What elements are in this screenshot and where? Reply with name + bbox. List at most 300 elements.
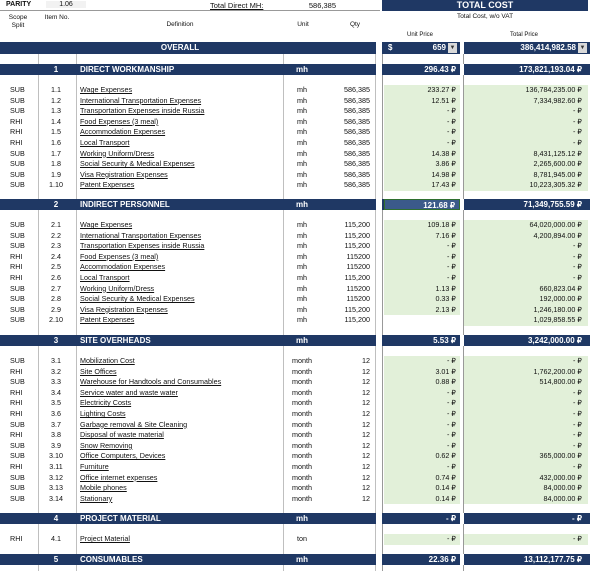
table-row (0, 388, 590, 399)
unit-price[interactable]: - ₽ (384, 441, 460, 452)
total-price[interactable]: - ₽ (464, 398, 588, 409)
table-row (0, 409, 590, 420)
table-row (0, 473, 590, 484)
item-number: 3.2 (51, 366, 61, 376)
table-row (0, 85, 590, 96)
unit-price[interactable]: - ₽ (384, 252, 460, 263)
unit-price[interactable]: 109.18 ₽ (384, 220, 460, 231)
item-number: 3.3 (51, 377, 61, 387)
unit: month (292, 440, 312, 450)
section-header-3 (0, 335, 590, 346)
table-row (0, 377, 590, 388)
quantity[interactable]: 12 (362, 440, 370, 450)
unit: month (292, 430, 312, 440)
unit-price[interactable]: - ₽ (384, 138, 460, 149)
section-unit-price[interactable]: - ₽ (446, 514, 456, 523)
unit-price[interactable]: 3.01 ₽ (384, 367, 460, 378)
unit: mh (297, 273, 307, 282)
section-total-price[interactable]: 3,242,000.00 ₽ (527, 336, 582, 345)
definition: Project Material (80, 534, 130, 543)
scope-split: RHI (10, 273, 23, 282)
section-unit: mh (296, 514, 308, 523)
total-price[interactable]: 514,800.00 ₽ (464, 377, 588, 388)
section-number: 5 (53, 555, 59, 564)
unit-price[interactable]: - ₽ (384, 409, 460, 420)
unit: month (292, 472, 312, 482)
unit-price[interactable]: - ₽ (384, 534, 460, 545)
unit: month (292, 409, 312, 418)
section-header-5 (0, 554, 590, 565)
item-number: 3.5 (51, 398, 61, 408)
total-price[interactable]: - ₽ (464, 127, 588, 138)
definition: Site Offices (80, 366, 117, 376)
quantity[interactable]: 12 (362, 366, 370, 376)
table-row (0, 149, 590, 160)
quantity[interactable]: 586,385 (344, 116, 370, 126)
scope-split: SUB (10, 283, 25, 293)
total-price[interactable]: 136,784,235.00 ₽ (464, 85, 588, 96)
item-number: 3.9 (51, 440, 61, 450)
scope-split: RHI (10, 398, 23, 408)
definition: Mobilization Cost (80, 356, 135, 365)
section-unit-price[interactable]: 5.53 ₽ (433, 336, 456, 345)
total-price[interactable]: 84,000.00 ₽ (464, 494, 588, 505)
item-number: 1.1 (51, 85, 61, 94)
overall-row (0, 42, 590, 54)
item-number: 2.4 (51, 251, 61, 261)
unit: mh (297, 294, 307, 304)
section-unit-price[interactable]: 296.43 ₽ (424, 65, 456, 74)
unit: month (292, 483, 312, 493)
definition: Visa Registration Expenses (80, 169, 168, 179)
quantity[interactable]: 586,385 (344, 148, 370, 158)
quantity[interactable]: 586,385 (344, 138, 370, 147)
scope-split: RHI (10, 366, 23, 376)
table-row (0, 241, 590, 252)
definition: International Transportation Expenses (80, 230, 202, 240)
scope-split: SUB (10, 440, 25, 450)
definition: Garbage removal & Site Cleaning (80, 419, 188, 429)
total-price[interactable]: 64,020,000.00 ₽ (464, 220, 588, 231)
item-number: 3.4 (51, 387, 61, 397)
total-price[interactable]: 84,000.00 ₽ (464, 483, 588, 494)
definition: International Transportation Expenses (80, 95, 202, 105)
scope-split: RHI (10, 116, 23, 126)
section-total-price[interactable]: - ₽ (572, 514, 582, 523)
scope-split: SUB (10, 220, 25, 229)
table-row (0, 138, 590, 149)
scope-split: SUB (10, 106, 25, 116)
overall-currency: $ (388, 43, 393, 52)
item-number: 3.12 (49, 472, 63, 482)
unit: mh (297, 169, 307, 179)
unit-price[interactable]: 3.86 ₽ (384, 159, 460, 170)
item-number: 1.3 (51, 106, 61, 116)
item-number: 1.8 (51, 159, 61, 169)
unit: mh (297, 138, 307, 147)
item-number: 2.1 (51, 220, 61, 229)
scope-split: RHI (10, 127, 23, 137)
item-number: 2.8 (51, 294, 61, 304)
item-number: 2.5 (51, 262, 61, 272)
item-number: 2.7 (51, 283, 61, 293)
scope-split: SUB (10, 315, 25, 325)
total-price[interactable]: - ₽ (464, 388, 588, 399)
quantity[interactable]: 115200 (346, 262, 370, 272)
section-number: 2 (53, 200, 59, 209)
item-number: 1.5 (51, 127, 61, 137)
item-number: 2.10 (49, 315, 63, 325)
section-unit: mh (296, 555, 308, 564)
table-row (0, 356, 590, 367)
item-number: 2.9 (51, 304, 61, 314)
total-price[interactable]: 660,823.04 ₽ (464, 284, 588, 295)
total-direct-mh-value[interactable]: 586,385 (308, 1, 336, 10)
scope-split: RHI (10, 262, 23, 272)
overall-unit-price[interactable]: 659 (432, 43, 446, 52)
quantity[interactable]: 12 (362, 387, 370, 397)
overall-total-price[interactable]: 386,414,982.58 (520, 43, 576, 52)
total-price[interactable]: 10,223,305.32 ₽ (464, 180, 588, 191)
total-price[interactable]: - ₽ (464, 462, 588, 473)
quantity[interactable]: 115,200 (344, 304, 370, 314)
scope-split: SUB (10, 169, 25, 179)
quantity[interactable]: 115,200 (344, 220, 370, 229)
definition: Local Transport (80, 138, 130, 147)
item-number: 1.4 (51, 116, 61, 126)
definition: Transportation Expenses inside Russia (80, 106, 205, 116)
definition: Transportation Expenses inside Russia (80, 241, 205, 251)
unit: mh (297, 180, 307, 190)
item-number: 2.2 (51, 230, 61, 240)
unit-price[interactable]: - ₽ (384, 356, 460, 367)
total-price[interactable]: - ₽ (464, 441, 588, 452)
table-row (0, 106, 590, 117)
table-row (0, 462, 590, 473)
scope-split: SUB (10, 241, 25, 251)
unit-price[interactable]: 1.13 ₽ (384, 284, 460, 295)
quantity[interactable]: 586,385 (344, 169, 370, 179)
total-price[interactable]: 192,000.00 ₽ (464, 294, 588, 305)
quantity[interactable] (336, 534, 370, 545)
scope-split: RHI (10, 534, 23, 543)
table-row (0, 294, 590, 305)
scope-split: SUB (10, 483, 25, 493)
scope-split: SUB (10, 95, 25, 105)
quantity[interactable]: 115,200 (344, 273, 370, 282)
unit: mh (297, 116, 307, 126)
unit: month (292, 451, 312, 461)
unit-price[interactable]: 233.27 ₽ (384, 85, 460, 96)
unit-price[interactable]: 14.38 ₽ (384, 149, 460, 160)
total-price[interactable]: 365,000.00 ₽ (464, 451, 588, 462)
scope-split: SUB (10, 419, 25, 429)
total-price[interactable]: - ₽ (464, 262, 588, 273)
unit-price[interactable]: 0.33 ₽ (384, 294, 460, 305)
col-total-price-header: Total Price (509, 32, 538, 38)
definition: Patent Expenses (80, 315, 135, 325)
section-unit-price[interactable]: 121.68 ₽ (384, 199, 460, 210)
total-price[interactable]: 8,431,125.12 ₽ (464, 149, 588, 160)
total-price[interactable]: - ₽ (464, 430, 588, 441)
definition: Furniture (80, 462, 109, 471)
unit-price[interactable]: 0.88 ₽ (384, 377, 460, 388)
definition: Accommodation Expenses (80, 127, 166, 137)
quantity[interactable]: 12 (362, 356, 370, 365)
unit-price[interactable]: - ₽ (384, 106, 460, 117)
scope-split: SUB (10, 377, 25, 387)
unit-price[interactable]: 17.43 ₽ (384, 180, 460, 191)
section-title: PROJECT MATERIAL (80, 514, 161, 523)
total-price[interactable]: 4,200,894.00 ₽ (464, 231, 588, 242)
parity-value[interactable]: 1.06 (46, 1, 86, 8)
unit-price[interactable]: - ₽ (384, 420, 460, 431)
total-price[interactable]: - ₽ (464, 409, 588, 420)
total-price[interactable]: - ₽ (464, 241, 588, 252)
quantity[interactable]: 115,200 (344, 241, 370, 251)
quantity[interactable]: 586,385 (344, 95, 370, 105)
scope-split: SUB (10, 472, 25, 482)
unit-price[interactable]: - ₽ (384, 262, 460, 273)
item-number: 3.11 (49, 462, 63, 471)
total-price[interactable]: 1,029,858.55 ₽ (464, 315, 588, 326)
unit: month (292, 462, 312, 471)
total-price[interactable]: 1,762,200.00 ₽ (464, 367, 588, 378)
item-number: 3.7 (51, 419, 61, 429)
unit-price[interactable]: - ₽ (384, 398, 460, 409)
quantity[interactable]: 12 (362, 430, 370, 440)
item-number: 3.8 (51, 430, 61, 440)
section-title: INDIRECT PERSONNEL (80, 200, 170, 209)
table-row (0, 220, 590, 231)
definition: Lighting Costs (80, 409, 126, 418)
quantity[interactable]: 12 (362, 409, 370, 418)
col-scope-header: Scope Split (8, 14, 28, 29)
unit: mh (297, 95, 307, 105)
item-number: 1.9 (51, 169, 61, 179)
scope-split: SUB (10, 180, 25, 190)
section-unit: mh (296, 200, 308, 209)
quantity[interactable]: 12 (362, 451, 370, 461)
section-title: CONSUMABLES (80, 555, 143, 564)
unit-price[interactable]: 7.16 ₽ (384, 231, 460, 242)
quantity[interactable]: 115200 (346, 294, 370, 304)
item-number: 2.3 (51, 241, 61, 251)
table-row (0, 534, 590, 545)
table-row (0, 315, 590, 326)
unit: mh (297, 315, 307, 325)
quantity[interactable]: 586,385 (344, 180, 370, 190)
total-price[interactable]: 432,000.00 ₽ (464, 473, 588, 484)
definition: Working Uniform/Dress (80, 148, 155, 158)
unit-price[interactable]: 14.98 ₽ (384, 170, 460, 181)
unit-price[interactable]: 0.14 ₽ (384, 483, 460, 494)
total-price[interactable]: 7,334,982.60 ₽ (464, 96, 588, 107)
total-price[interactable]: - ₽ (464, 273, 588, 284)
definition: Service water and waste water (80, 387, 178, 397)
unit-price[interactable]: - ₽ (384, 241, 460, 252)
definition: Visa Registration Expenses (80, 304, 168, 314)
col-unit-price-header: Unit Price (406, 32, 433, 38)
quantity[interactable]: 12 (362, 419, 370, 429)
unit-price[interactable]: 12.51 ₽ (384, 96, 460, 107)
definition: Wage Expenses (80, 220, 133, 229)
unit-price[interactable]: - ₽ (384, 273, 460, 284)
table-row (0, 430, 590, 441)
scope-split: RHI (10, 387, 23, 397)
table-row (0, 441, 590, 452)
unit: mh (297, 148, 307, 158)
unit: mh (297, 283, 307, 293)
section-header-2 (0, 199, 590, 210)
scope-split: SUB (10, 451, 25, 461)
scope-split: RHI (10, 251, 23, 261)
item-number: 3.14 (49, 493, 63, 503)
unit: month (292, 398, 312, 408)
total-price[interactable]: - ₽ (464, 252, 588, 263)
definition: Office Computers, Devices (80, 451, 166, 461)
section-title: DIRECT WORKMANSHIP (80, 65, 175, 74)
definition: Local Transport (80, 273, 130, 282)
unit-price[interactable]: 0.14 ₽ (384, 494, 460, 505)
definition: Stationary (80, 493, 113, 503)
item-number: 1.6 (51, 138, 61, 147)
item-number: 1.2 (51, 95, 61, 105)
unit: mh (297, 251, 307, 261)
col-item-header: Item No. (44, 14, 70, 21)
table-row (0, 159, 590, 170)
table-row (0, 96, 590, 107)
unit-price[interactable]: 0.74 ₽ (384, 473, 460, 484)
unit-price[interactable]: 0.62 ₽ (384, 451, 460, 462)
unit: month (292, 377, 312, 387)
total-cost-subtitle: Total Cost, w/o VAT (456, 13, 514, 20)
scope-split: SUB (10, 159, 25, 169)
table-row (0, 420, 590, 431)
total-price[interactable]: 8,781,945.00 ₽ (464, 170, 588, 181)
total-price[interactable]: 2,265,600.00 ₽ (464, 159, 588, 170)
table-row (0, 494, 590, 505)
scope-split: RHI (10, 462, 23, 471)
section-number: 1 (53, 65, 59, 74)
unit: month (292, 493, 312, 503)
unit-price[interactable] (384, 315, 460, 326)
item-number: 4.1 (51, 534, 61, 543)
item-number: 3.13 (49, 483, 63, 493)
section-total-price[interactable]: 13,112,177.75 ₽ (523, 555, 582, 564)
table-row (0, 262, 590, 273)
scope-split: SUB (10, 356, 25, 365)
quantity[interactable]: 12 (362, 483, 370, 493)
total-direct-mh-label: Total Direct MH: (210, 1, 264, 10)
item-number: 3.1 (51, 356, 61, 365)
table-row (0, 398, 590, 409)
quantity[interactable]: 586,385 (344, 85, 370, 94)
section-unit: mh (296, 65, 308, 74)
unit: mh (297, 241, 307, 251)
quantity[interactable]: 586,385 (344, 106, 370, 116)
total-price[interactable]: 1,246,180.00 ₽ (464, 305, 588, 316)
col-definition-header: Definition (166, 21, 194, 28)
quantity[interactable]: 115200 (346, 251, 370, 261)
unit-price[interactable]: 2.13 ₽ (384, 305, 460, 316)
col-qty-header: Qty (349, 21, 361, 28)
total-price[interactable]: - ₽ (464, 420, 588, 431)
quantity[interactable]: 12 (362, 472, 370, 482)
parity-label: PARITY (6, 1, 32, 8)
unit-price[interactable]: - ₽ (384, 117, 460, 128)
definition: Working Uniform/Dress (80, 283, 155, 293)
unit-price[interactable]: - ₽ (384, 430, 460, 441)
unit-price[interactable]: - ₽ (384, 462, 460, 473)
section-header-1 (0, 64, 590, 75)
definition: Patent Expenses (80, 180, 135, 190)
unit-price[interactable]: - ₽ (384, 127, 460, 138)
quantity[interactable]: 115,200 (344, 315, 370, 325)
scope-split: SUB (10, 148, 25, 158)
total-price[interactable]: - ₽ (464, 106, 588, 117)
definition: Warehouse for Handtools and Consumables (80, 377, 222, 387)
overall-total-price-dropdown[interactable]: ▼ (579, 45, 586, 51)
overall-unit-price-dropdown[interactable]: ▼ (449, 45, 456, 51)
section-unit: mh (296, 336, 308, 345)
item-number: 1.10 (49, 180, 63, 190)
quantity[interactable]: 586,385 (344, 159, 370, 169)
unit: month (292, 356, 312, 365)
definition: Social Security & Medical Expenses (80, 159, 195, 169)
section-unit-price[interactable]: 22.36 ₽ (428, 555, 456, 564)
unit: month (292, 419, 312, 429)
unit: mh (297, 85, 307, 94)
total-price[interactable]: - ₽ (464, 356, 588, 367)
section-total-price[interactable]: 71,349,755.59 ₽ (523, 200, 582, 209)
scope-split: SUB (10, 294, 25, 304)
definition: Snow Removing (80, 440, 133, 450)
quantity[interactable]: 586,385 (344, 127, 370, 137)
quantity[interactable]: 12 (362, 398, 370, 408)
total-price[interactable]: - ₽ (464, 117, 588, 128)
table-row (0, 451, 590, 462)
table-row (0, 180, 590, 191)
quantity[interactable]: 12 (362, 493, 370, 503)
quantity[interactable]: 12 (362, 377, 370, 387)
total-price[interactable]: - ₽ (464, 138, 588, 149)
item-number: 3.10 (49, 451, 63, 461)
unit: mh (297, 106, 307, 116)
definition: Electricity Costs (80, 398, 132, 408)
unit: mh (297, 220, 307, 229)
quantity[interactable]: 115200 (346, 283, 370, 293)
section-number: 3 (53, 336, 59, 345)
quantity[interactable]: 12 (362, 462, 370, 471)
total-price[interactable]: - ₽ (464, 534, 588, 545)
unit: mh (297, 230, 307, 240)
section-total-price[interactable]: 173,821,193.04 ₽ (519, 65, 582, 74)
unit: mh (297, 127, 307, 137)
definition: Social Security & Medical Expenses (80, 294, 195, 304)
unit: ton (297, 534, 307, 543)
definition: Food Expenses (3 meal) (80, 251, 159, 261)
unit: mh (297, 262, 307, 272)
unit: month (292, 366, 312, 376)
unit: mh (297, 304, 307, 314)
quantity[interactable]: 115,200 (344, 230, 370, 240)
unit: month (292, 387, 312, 397)
scope-split: SUB (10, 230, 25, 240)
table-row (0, 231, 590, 242)
unit-price[interactable]: - ₽ (384, 388, 460, 399)
table-row (0, 483, 590, 494)
